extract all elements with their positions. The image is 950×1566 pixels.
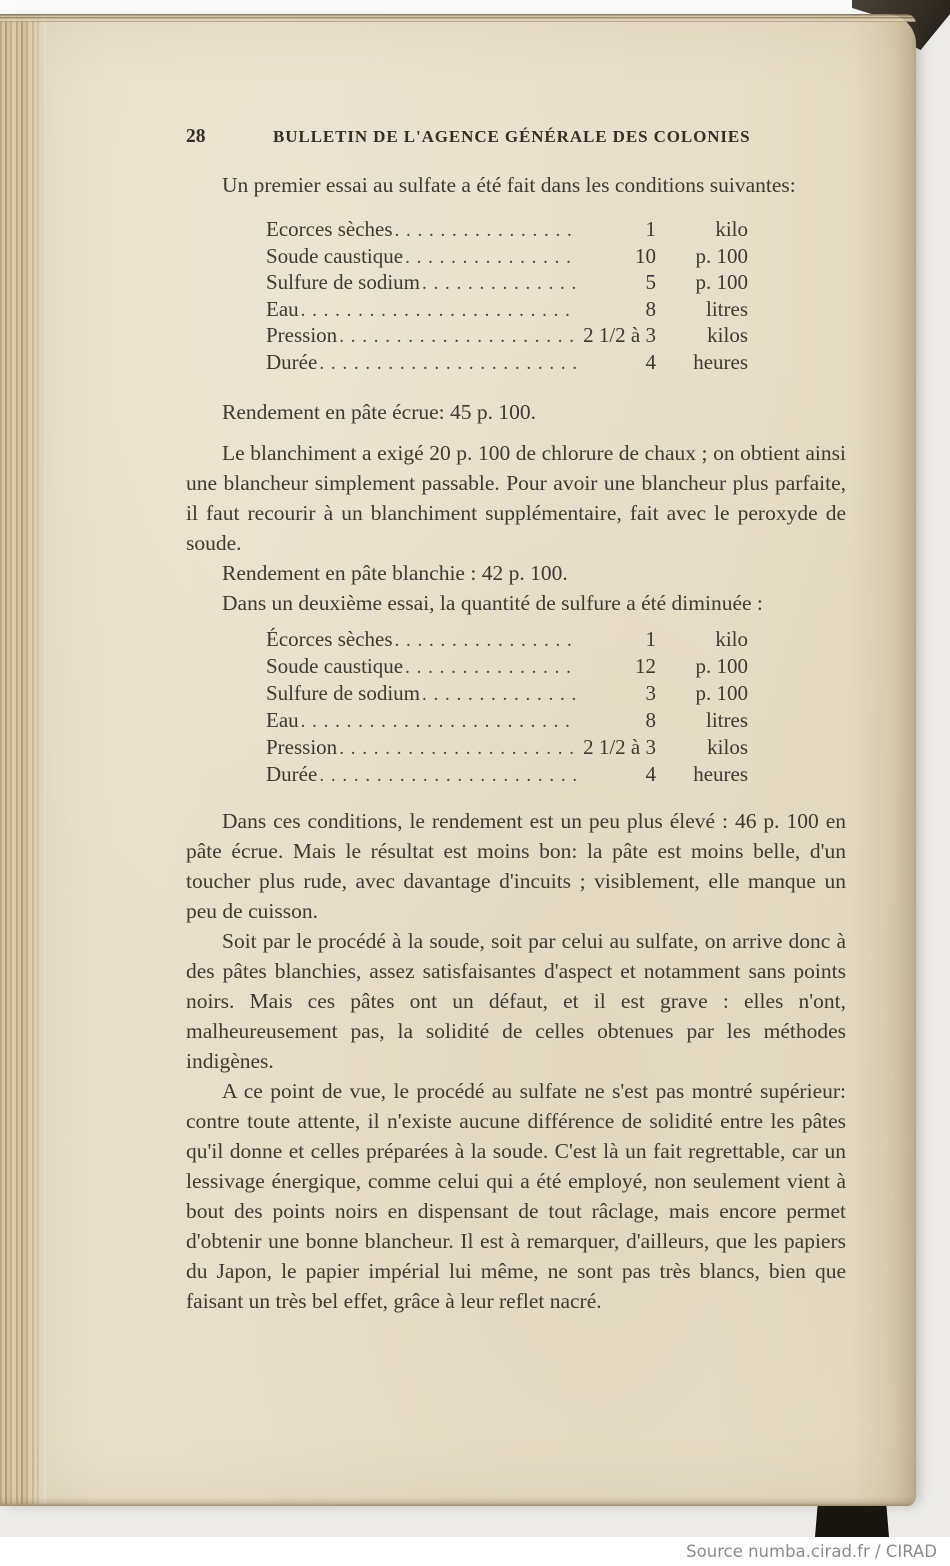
dot-leader xyxy=(319,761,578,789)
dot-leader xyxy=(395,216,578,245)
row-unit: kilo xyxy=(715,627,748,651)
dot-leader xyxy=(422,269,578,298)
row-value: 10 xyxy=(635,243,656,268)
paragraph-intro: Un premier essai au sulfate a été fait dans les conditions suivantes: xyxy=(222,173,796,197)
row-value: 4 xyxy=(645,349,656,374)
page-edge-stack-left xyxy=(0,14,46,1506)
dot-leader xyxy=(405,243,578,272)
row-value: 3 xyxy=(645,681,656,705)
row-label: Soude caustique xyxy=(266,654,404,678)
running-header-title: BULLETIN DE L'AGENCE GÉNÉRALE DES COLONIES xyxy=(272,127,751,146)
row-label: Durée xyxy=(266,349,318,374)
book-cover-bottom-edge xyxy=(815,1501,889,1537)
conditions-table-second-essai xyxy=(266,626,748,788)
row-label: Durée xyxy=(266,762,318,786)
dot-leader xyxy=(319,349,578,378)
table-row xyxy=(266,680,748,707)
row-unit: p. 100 xyxy=(695,243,748,268)
row-label: Ecorces sèches xyxy=(266,217,393,241)
conditions-table-first-essai xyxy=(266,216,748,375)
row-unit: litres xyxy=(706,296,748,321)
page-number: 28 xyxy=(186,126,206,147)
dot-leader xyxy=(395,626,578,654)
row-value: 5 xyxy=(645,270,656,294)
paragraph-point-de-vue: A ce point de vue, le procédé au sulfate ne s'est pas montré supérieur: contre toute attente, il n'existe aucune différence de solidité entre les pâtes qu'il donne et celles préparées à la soude. C'est là un fait regrettable, car un lessivage énergique, comme celui qui a été employé, non seulement vient à bout des points noirs en dispensant de tout râclage, mais encore permet d'obtenir une bonne blancheur. Il est à remarquer, d'ailleurs, que les papiers du Japon, le papier impérial lui même, ne sont pas très blancs, bien que faisant un très bel effet, grâce à leur reflet nacré. xyxy=(186,1079,846,1313)
row-label: Eau xyxy=(266,296,299,321)
row-unit: kilos xyxy=(707,323,748,347)
table-row xyxy=(266,349,748,376)
row-value: 4 xyxy=(645,762,656,786)
dot-leader xyxy=(339,322,578,351)
running-head xyxy=(186,124,846,150)
table-row xyxy=(266,322,748,349)
row-unit: kilos xyxy=(707,735,748,759)
source-caption: Source numba.cirad.fr / CIRAD xyxy=(686,1542,937,1561)
scanner-background-top xyxy=(0,0,950,15)
table-row xyxy=(266,296,748,323)
row-label: Eau xyxy=(266,708,299,732)
row-value: 2 1/2 à 3 xyxy=(583,735,656,759)
row-value: 8 xyxy=(645,296,656,321)
row-value: 12 xyxy=(635,654,656,678)
table-row xyxy=(266,707,748,734)
page-edge-stack-top xyxy=(0,14,916,24)
table-row xyxy=(266,269,748,296)
row-unit: heures xyxy=(693,762,748,786)
row-unit: p. 100 xyxy=(695,654,748,678)
row-unit: litres xyxy=(706,708,748,732)
paragraph-deuxieme-essai: Dans un deuxième essai, la quantité de sulfure a été diminuée : xyxy=(222,591,763,615)
row-value: 1 xyxy=(645,627,656,651)
row-unit: heures xyxy=(693,349,748,374)
dot-leader xyxy=(339,734,578,762)
book-page xyxy=(0,14,916,1506)
table-row xyxy=(266,734,748,761)
source-caption-bar xyxy=(0,1537,950,1566)
paragraph-conditions: Dans ces conditions, le rendement est un peu plus élevé : 46 p. 100 en pâte écrue. Mais le résultat est moins bon: la pâte est moins belle, d'un toucher plus rude, avec davantage d'incuits ; visiblement, elle manque un peu de cuisson. xyxy=(186,809,846,923)
table-row xyxy=(266,243,748,270)
table-row xyxy=(266,653,748,680)
dot-leader xyxy=(301,707,578,735)
row-value: 8 xyxy=(645,708,656,732)
page-bottom-edge xyxy=(0,1497,916,1506)
row-label: Écorces sèches xyxy=(266,627,393,651)
page-content xyxy=(186,124,846,1316)
table-row xyxy=(266,761,748,788)
row-label: Sulfure de sodium xyxy=(266,270,420,294)
row-label: Pression xyxy=(266,735,338,759)
row-unit: kilo xyxy=(715,217,748,241)
table-row xyxy=(266,216,748,243)
paragraph-soit-par: Soit par le procédé à la soude, soit par celui au sulfate, on arrive donc à des pâtes blanchies, assez satisfaisantes d'aspect et notamment sans points noirs. Mais ces pâtes ont un défaut, et il est grave : elles n'ont, malheureusement pas, la solidité de celles obtenues par les méthodes indigènes. xyxy=(186,929,846,1073)
table-row xyxy=(266,626,748,653)
row-label: Soude caustique xyxy=(266,243,404,268)
row-unit: p. 100 xyxy=(695,270,748,294)
paragraph-blanchiment: Le blanchiment a exigé 20 p. 100 de chlorure de chaux ; on obtient ainsi une blancheur simplement passable. Pour avoir une blancheur plus parfaite, il faut recourir à un blanchiment supplémentaire, fait avec le peroxyde de soude. xyxy=(186,441,846,555)
row-value: 1 xyxy=(645,217,656,241)
row-label: Sulfure de sodium xyxy=(266,681,420,705)
row-value: 2 1/2 à 3 xyxy=(583,323,656,347)
paragraph-rendement-blanchie: Rendement en pâte blanchie : 42 p. 100. xyxy=(222,561,568,585)
dot-leader xyxy=(422,680,578,708)
dot-leader xyxy=(405,653,578,681)
row-label: Pression xyxy=(266,323,338,347)
paragraph-rendement-ecrue: Rendement en pâte écrue: 45 p. 100. xyxy=(222,400,537,424)
row-unit: p. 100 xyxy=(695,681,748,705)
dot-leader xyxy=(301,296,578,325)
